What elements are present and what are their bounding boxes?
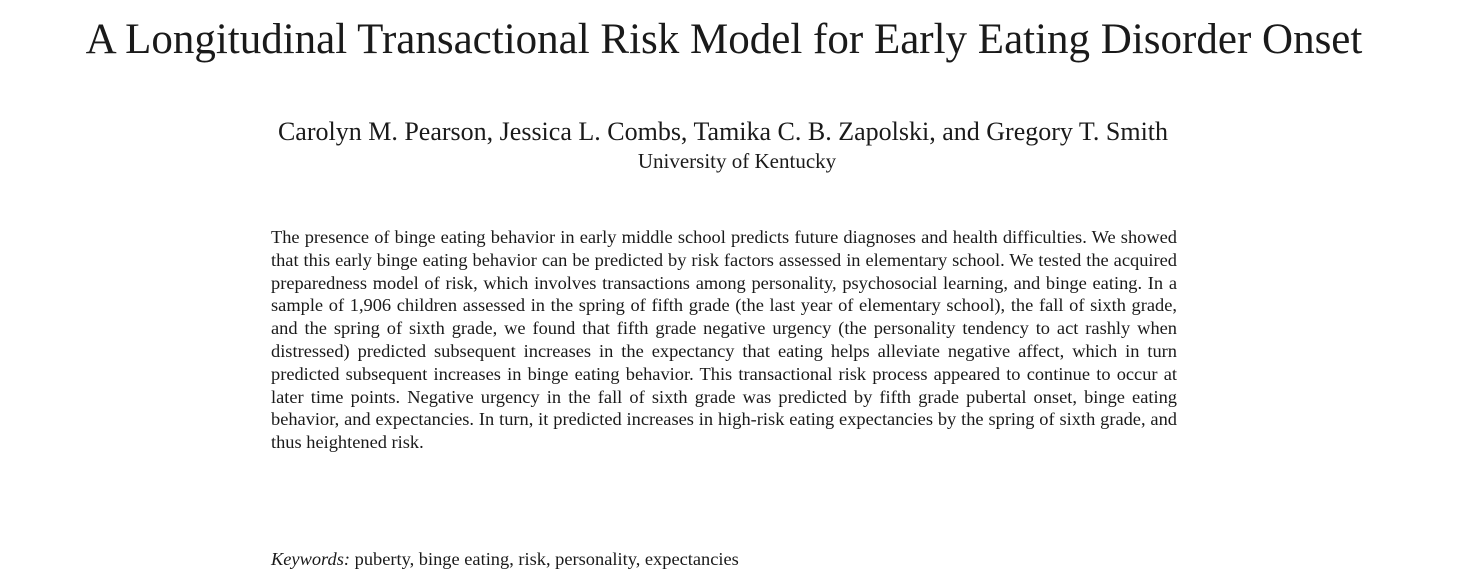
affiliation: University of Kentucky [637,149,837,173]
author-list: Carolyn M. Pearson, Jessica L. Combs, Tamika C. B. Zapolski, and Gregory T. Smith [277,117,1169,146]
page-title: A Longitudinal Transactional Risk Model for Early Eating Disorder Onset [85,16,1363,63]
keywords-line [271,547,1177,571]
keywords-label: Keywords: [271,549,351,569]
keywords-list: puberty, binge eating, risk, personality, expectancies [354,549,739,569]
abstract-text: The presence of binge eating behavior in early middle school predicts future diagnoses and health difficulties. We showed that this early binge eating behavior can be predicted by risk factors assessed in elementary school. We tested the acquired preparedness model of risk, which involves transactions among personality, psychosocial learning, and binge eating. In a sample of 1,906 children assessed in the spring of fifth grade (the last year of elementary school), the fall of sixth grade, and the spring of sixth grade, we found that fifth grade negative urgency (the personality tendency to act rashly when distressed) predicted subsequent increases in the expectancy that eating helps alleviate negative affect, which in turn predicted subsequent increases in binge eating behavior. This transactional risk process appeared to continue to occur at later time points. Negative urgency in the fall of sixth grade was predicted by fifth grade pubertal onset, binge eating behavior, and expectancies. In turn, it predicted increases in high-risk eating expectancies by the spring of sixth grade, and thus heightened risk. [271,227,1177,453]
